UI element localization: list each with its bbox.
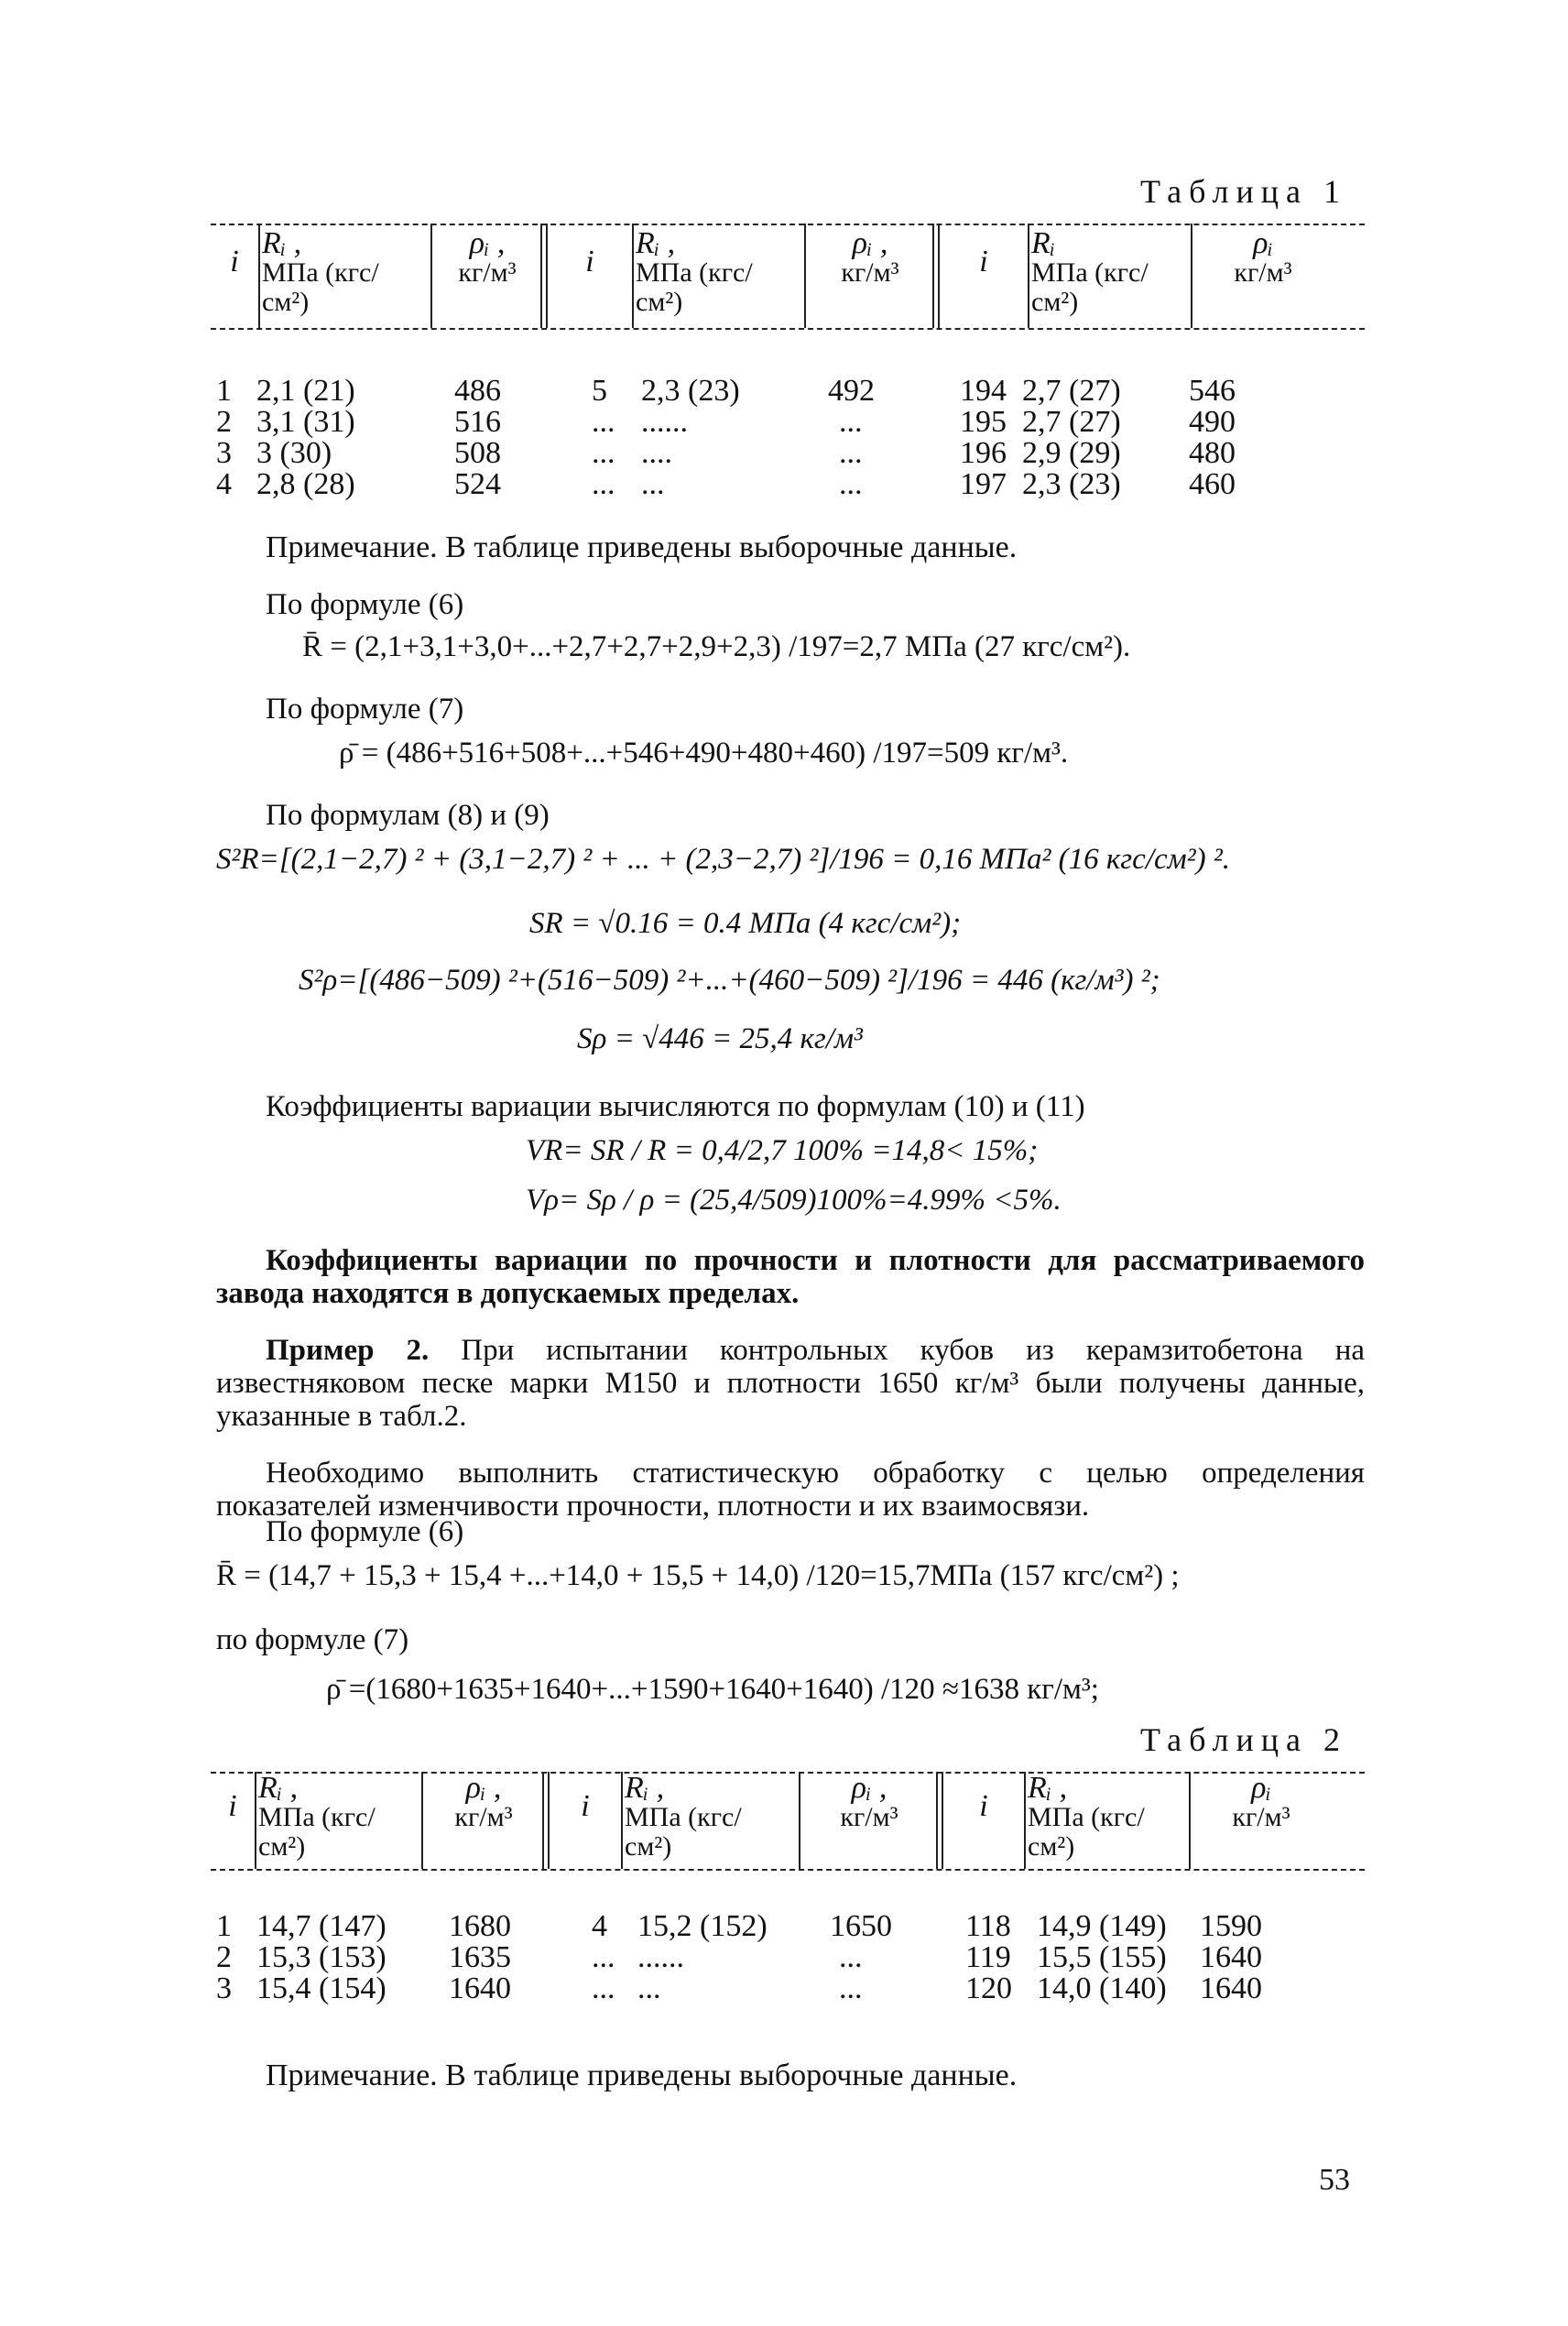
table1-caption: Таблица 1	[1140, 173, 1347, 210]
t1-header-r2: Rᵢ , МПа (кгс/см²)	[636, 226, 753, 317]
t1-header-i2: i	[585, 245, 594, 278]
formula6: R̄ = (2,1+3,1+3,0+...+2,7+2,7+2,9+2,3) /197=2,7 МПа (27 кгс/см²).	[302, 630, 1131, 663]
table2-note: Примечание. В таблице приведены выборочные данные.	[266, 2058, 1018, 2092]
page-number: 53	[1319, 2163, 1350, 2197]
formula7-label: По формуле (7)	[266, 693, 464, 726]
t2-header-r2: Rᵢ , МПа (кгс/см²)	[625, 1771, 742, 1862]
t1-header-r3: Rᵢ МПа (кгс/см²)	[1031, 226, 1149, 317]
example2-f7: ρ̄ =(1680+1635+1640+...+1590+1640+1640) /120 ≈1638 кг/м³;	[326, 1673, 1099, 1706]
t1-header-p1: ρᵢ , кг/м³	[458, 226, 517, 288]
table1-note: Примечание. В таблице приведены выборочные данные.	[266, 530, 1018, 564]
formula-vp: Vρ= Sρ / ρ = (25,4/509)100%=4.99% <5%.	[526, 1184, 1062, 1217]
t1-header-i1: i	[230, 245, 239, 278]
formula-sp: Sρ = √446 = 25,4 кг/м³	[577, 1022, 863, 1055]
t2-header-r3: Rᵢ , МПа (кгс/см²)	[1028, 1771, 1145, 1862]
table2: i Rᵢ , МПа (кгс/см²) ρᵢ , кг/м³ i Rᵢ , МПа (кгс/см²) ρᵢ , кг/м³ i Rᵢ , МПа (кгс/см²) ρᵢ кг/м³ 1 14,7 (147) 1680 4 15,2 (152) 1650 118 14,9 (149) 1590 2 15,3 (153) 1635 ... ...... ... 119 15,5 (155) 1640 3 15,4 (154) 1640 ... ... ... 120 14,0 (140) 1640	[211, 1768, 1365, 2025]
formula89-label: По формулам (8) и (9)	[266, 799, 550, 832]
formula-sr: SR = √0.16 = 0.4 МПа (4 кгс/см²);	[529, 907, 962, 940]
t1-header-i3: i	[979, 245, 988, 278]
formula7: ρ̄ = (486+516+508+...+546+490+480+460) /197=509 кг/м³.	[339, 737, 1069, 770]
example2-task: Необходимо выполнить статистическую обработку с целью определения показателей изменчивости прочности, плотности и их взаимосвязи.	[216, 1457, 1365, 1523]
conclusion-paragraph: Коэффициенты вариации по прочности и плотности для рассматриваемого завода находятся в допускаемых пределах.	[216, 1244, 1365, 1310]
example2-text: При испытании контрольных кубов из керамзитобетона на известняковом песке марки М150 и плотности 1650 кг/м³ были получены данные, указанные в табл.2.	[216, 1334, 1366, 1433]
formula-sp2: S²ρ=[(486−509) ²+(516−509) ²+...+(460−509) ²]/196 = 446 (кг/м³) ²;	[299, 964, 1160, 997]
t2-header-r1: Rᵢ , МПа (кгс/см²)	[258, 1771, 376, 1862]
t1-header-p3: ρᵢ кг/м³	[1234, 226, 1292, 288]
t2-header-i3: i	[979, 1789, 988, 1823]
example2-f7-label: по формуле (7)	[216, 1623, 409, 1656]
example2-paragraph	[216, 1334, 1365, 1433]
formula6-label: По формуле (6)	[266, 588, 464, 621]
example2-f6: R̄ = (14,7 + 15,3 + 15,4 +...+14,0 + 15,5 + 14,0) /120=15,7МПа (157 кгс/см²) ;	[216, 1559, 1180, 1592]
example2-f6-label: По формуле (6)	[266, 1515, 464, 1548]
t2-header-p3: ρᵢ кг/м³	[1232, 1771, 1290, 1832]
table2-caption: Таблица 2	[1140, 1721, 1347, 1758]
formula-vr: VR= SR / R = 0,4/2,7 100% =14,8< 15%;	[526, 1134, 1039, 1167]
coef-label: Коэффициенты вариации вычисляются по формулам (10) и (11)	[266, 1090, 1085, 1123]
t2-header-i1: i	[228, 1789, 237, 1823]
example2-label: Пример 2.	[266, 1334, 430, 1367]
t2-header-i2: i	[581, 1789, 590, 1823]
t1-header-r1: Rᵢ , МПа (кгс/см²)	[262, 226, 379, 317]
table1: i Rᵢ , МПа (кгс/см²) ρᵢ , кг/м³ i Rᵢ , МПа (кгс/см²) ρᵢ , кг/м³ i Rᵢ МПа (кгс/см²) ρᵢ кг/м³ 1 2,1 (21) 486 5 2,3 (23) 492 194 2,7 (27) 546 2 3,1 (31) 516 ... ...... ... 195 2,7 (27) 490 3 3 (30) 508 ... .... ... 196 2,9 (29) 480 4 2,8 (28) 524 ... ... ... 197 2,3 (23) 460	[211, 220, 1365, 513]
formula-sr2: S²R=[(2,1−2,7) ² + (3,1−2,7) ² + ... + (2,3−2,7) ²]/196 = 0,16 МПа² (16 кгс/см²) ².	[216, 843, 1230, 876]
t1-header-p2: ρᵢ , кг/м³	[841, 226, 899, 288]
t2-header-p2: ρᵢ , кг/м³	[840, 1771, 898, 1832]
t2-header-p1: ρᵢ , кг/м³	[454, 1771, 513, 1832]
